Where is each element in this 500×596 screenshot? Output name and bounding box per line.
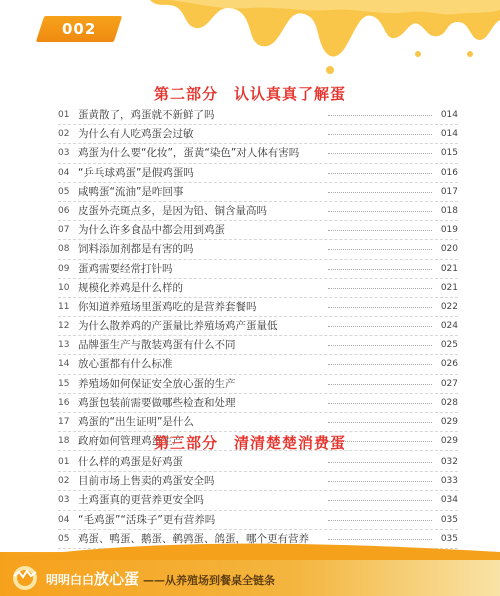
- dot-leader: [328, 384, 432, 385]
- toc-entry: [58, 260, 458, 279]
- toc-entry: [58, 298, 458, 317]
- toc-entry-title: 你知道养殖场里蛋鸡吃的是营养套餐吗: [78, 300, 257, 313]
- toc-entry-title: 土鸡蛋真的更营养更安全吗: [78, 494, 204, 507]
- toc-entry-page: 021: [440, 263, 458, 274]
- toc-entry-page: 017: [440, 186, 458, 197]
- toc-list: [58, 453, 458, 549]
- dot-leader: [328, 134, 432, 135]
- toc-entry-number: 09: [58, 263, 70, 274]
- toc-entry: [58, 336, 458, 355]
- toc-entry-page: 024: [440, 321, 458, 332]
- toc-entry-number: 02: [58, 129, 70, 140]
- toc-entry-number: 18: [58, 436, 70, 447]
- toc-entry-page: 021: [440, 282, 458, 293]
- toc-entry: [58, 183, 458, 202]
- toc-entry-number: 11: [58, 301, 70, 312]
- footer-title: [46, 568, 275, 589]
- toc-entry-number: 01: [58, 110, 70, 120]
- toc-entry-page: 032: [440, 457, 458, 467]
- toc-entry-page: 035: [440, 514, 458, 525]
- toc-entry-title: 放心蛋都有什么标准: [78, 358, 173, 371]
- toc-entry-number: 02: [58, 476, 70, 487]
- dot-leader: [328, 481, 432, 482]
- toc-entry: [58, 511, 458, 530]
- toc-entry-page: 014: [440, 129, 458, 140]
- toc-entry-page: 033: [440, 476, 458, 487]
- toc-entry: [58, 279, 458, 298]
- toc-entry-title: 什么样的鸡蛋是好鸡蛋: [78, 456, 183, 468]
- toc-entry-number: 03: [58, 495, 70, 506]
- toc-entry-title: 规模化养鸡是什么样的: [78, 281, 183, 294]
- toc-entry: [58, 413, 458, 432]
- toc-entry-title: 鸡蛋为什么要“化妆”，蛋黄“染色”对人体有害吗: [78, 147, 300, 160]
- toc-entry-title: “乒乓球鸡蛋”是假鸡蛋吗: [78, 166, 194, 179]
- toc-entry-title: 咸鸭蛋“流油”是咋回事: [78, 185, 184, 198]
- section-title: 第二部分 认认真真了解蛋: [153, 85, 346, 103]
- toc-entry-number: 04: [58, 167, 70, 178]
- toc-entry-page: 019: [440, 225, 458, 236]
- toc-entry: [58, 453, 458, 472]
- dot-leader: [328, 403, 432, 404]
- toc-entry-title: 目前市场上售卖的鸡蛋安全吗: [78, 475, 215, 488]
- toc-entry-title: 皮蛋外壳斑点多，是因为铅、铜含量高吗: [78, 204, 267, 217]
- toc-entry-page: 026: [440, 359, 458, 370]
- dot-leader: [328, 153, 432, 154]
- dot-leader: [328, 230, 432, 231]
- dot-leader: [328, 173, 432, 174]
- toc-entry-page: 016: [440, 167, 458, 178]
- toc-entry-title: 政府如何管理鸡蛋生产: [78, 435, 183, 448]
- footer-wave-decoration: [0, 538, 500, 560]
- toc-entry-number: 16: [58, 397, 70, 408]
- toc-entry-page: 015: [440, 148, 458, 159]
- toc-entry-number: 06: [58, 205, 70, 216]
- dot-leader: [328, 422, 432, 423]
- toc-entry-page: 027: [440, 378, 458, 389]
- toc-entry: [58, 106, 458, 125]
- toc-entry-number: 17: [58, 417, 70, 427]
- toc-entry-number: 13: [58, 340, 70, 351]
- toc-entry-number: 10: [58, 282, 70, 293]
- toc-entry-title: 为什么散养鸡的产蛋量比养殖场鸡产蛋量低: [78, 320, 278, 333]
- toc-entry-title: 为什么有人吃鸡蛋会过敏: [78, 128, 194, 141]
- toc-entry-title: 蛋鸡需要经常打针吗: [78, 262, 173, 275]
- dot-leader: [328, 211, 432, 212]
- toc-entry: [58, 472, 458, 491]
- toc-entry-title: 为什么许多食品中都会用到鸡蛋: [78, 224, 225, 237]
- toc-entry: [58, 394, 458, 413]
- dot-leader: [328, 192, 432, 193]
- dot-leader: [328, 115, 432, 116]
- dot-leader: [328, 345, 432, 346]
- toc-entry: [58, 355, 458, 374]
- toc-entry: [58, 491, 458, 510]
- toc-entry-page: 028: [440, 397, 458, 408]
- toc-entry: [58, 125, 458, 144]
- toc-entry-title: 养殖场如何保证安全放心蛋的生产: [78, 377, 236, 390]
- toc-entry-number: 07: [58, 225, 70, 236]
- page-number: 002: [61, 20, 97, 38]
- toc-entry: [58, 317, 458, 336]
- toc-entry-page: 034: [440, 495, 458, 506]
- toc-entry: [58, 375, 458, 394]
- egg-chick-icon: [8, 560, 42, 592]
- toc-entry-title: “毛鸡蛋”“活珠子”更有营养吗: [78, 513, 216, 526]
- dot-leader: [328, 364, 432, 365]
- dot-leader: [328, 288, 432, 289]
- footer-brand-b: 放心蛋: [94, 570, 140, 588]
- toc-list: [58, 106, 458, 451]
- toc-entry-title: 饲料添加剂都是有害的吗: [78, 243, 194, 256]
- toc-entry-page: 029: [440, 417, 458, 427]
- dot-leader: [328, 500, 432, 501]
- toc-entry-page: 035: [440, 533, 458, 544]
- dot-leader: [328, 520, 432, 521]
- toc-entry-number: 15: [58, 378, 70, 389]
- section-title: 第三部分 清清楚楚消费蛋: [153, 434, 346, 452]
- toc-entry-title: 品牌蛋生产与散装鸡蛋有什么不同: [78, 339, 236, 352]
- toc-entry-page: 014: [440, 110, 458, 120]
- dot-leader: [328, 307, 432, 308]
- toc-entry: [58, 240, 458, 259]
- dot-leader: [328, 462, 432, 463]
- toc-entry-number: 08: [58, 244, 70, 255]
- toc-entry-page: 025: [440, 340, 458, 351]
- dot-leader: [328, 269, 432, 270]
- toc-entry: [58, 144, 458, 163]
- toc-entry-page: 022: [440, 301, 458, 312]
- toc-entry-number: 05: [58, 533, 70, 544]
- toc-entry-number: 04: [58, 514, 70, 525]
- toc-entry-number: 12: [58, 321, 70, 332]
- page-number-badge: [36, 16, 122, 42]
- toc-entry: [58, 202, 458, 221]
- toc-entry-number: 03: [58, 148, 70, 159]
- toc-entry-number: 14: [58, 359, 70, 370]
- footer-brand-a: 明明白白: [46, 573, 95, 587]
- footer-subtitle: ——从养殖场到餐桌全链条: [143, 574, 276, 587]
- toc-entry: [58, 164, 458, 183]
- toc-entry: [58, 221, 458, 240]
- toc-entry-page: 029: [440, 436, 458, 447]
- toc-entry-number: 01: [58, 457, 70, 467]
- toc-entry-number: 05: [58, 186, 70, 197]
- dot-leader: [328, 249, 432, 250]
- toc-entry-page: 020: [440, 244, 458, 255]
- toc-entry-title: 鸡蛋、鸭蛋、鹅蛋、鹌鹑蛋、鸽蛋，哪个更有营养: [78, 532, 309, 545]
- toc-entry-title: 鸡蛋包装前需要做哪些检查和处理: [78, 396, 236, 409]
- dot-leader: [328, 326, 432, 327]
- toc-entry-title: 鸡蛋的“出生证明”是什么: [78, 416, 194, 428]
- toc-entry-title: 蛋黄散了，鸡蛋就不新鲜了吗: [78, 109, 215, 121]
- toc-entry-page: 018: [440, 205, 458, 216]
